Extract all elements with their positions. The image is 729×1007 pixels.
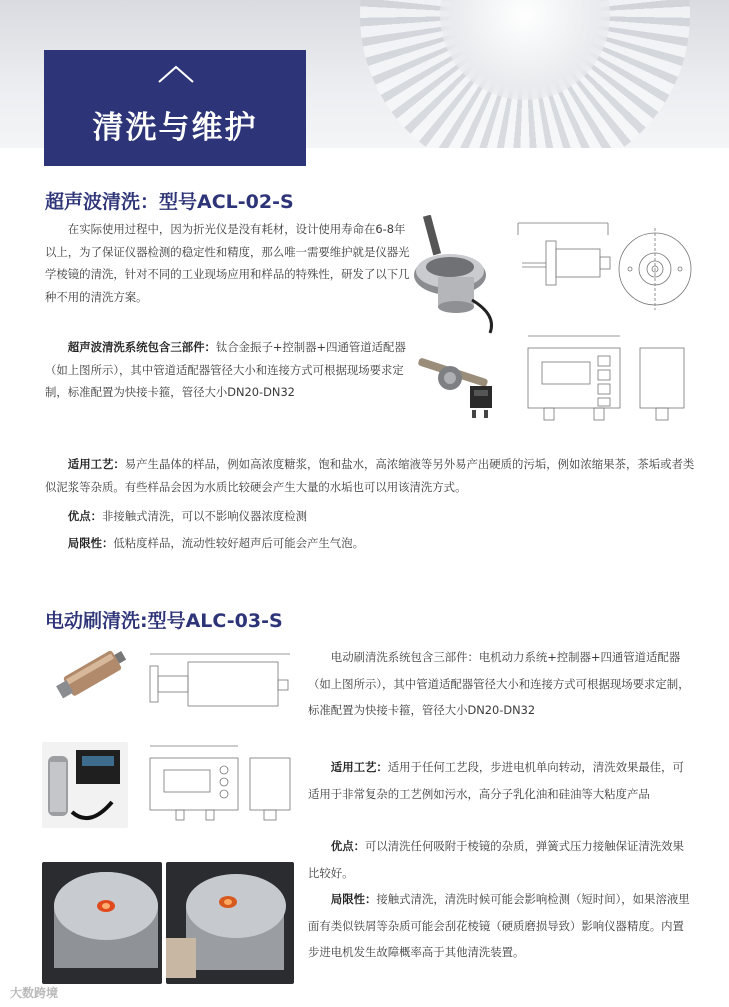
brush-system-paragraph: 电动刷清洗系统包含三部件：电机动力系统+控制器+四通管道适配器（如上图所示），其中管道适配器管径大小和连接方式可根据现场要求定制，标准配置为快接卡箍，管径大小DN20-DN32: [308, 650, 690, 717]
section-heading-brush: 电动刷清洗:型号ALC-03-S: [45, 610, 283, 632]
brush-limitation-paragraph: [308, 886, 693, 966]
ultrasonic-system-paragraph: [45, 336, 410, 404]
system-text: 钛合金振子+控制器+四通管道适配器（如上图所示），其中管道适配器管径大小和连接方式可根据现场要求定制，标准配置为快接卡箍，管径大小DN20-DN32: [45, 340, 406, 399]
system-label: 超声波清洗系统包含三部件：: [67, 340, 216, 354]
brush-process-text: 适用于任何工艺段，步进电机单向转动，清洗效果最佳，可适用于非常复杂的工艺例如污水，高分子乳化油和硅油等大粘度产品: [308, 760, 684, 801]
brush-limitation-text: 接触式清洗，清洗时候可能会影响检测（短时间），如果溶液里面有类似铁屑等杂质可能会刮花棱镜（硬质磨损导致）影响仪器精度。内置步进电机发生故障概率高于其他清洗装置。: [308, 892, 690, 959]
limitation-label: 局限性：: [67, 536, 114, 550]
section-heading-ultrasonic: 超声波清洗：型号ACL-02-S: [45, 191, 294, 213]
intro-paragraph: 在实际使用过程中，因为折光仪是没有耗材，设计使用寿命在6-8年以上，为了保证仪器检测的稳定性和精度，那么唯一需要维护就是仪器光学棱镜的清洗，针对不同的工业现场应用和样品的特殊性，研发了以下几种不用的清洗方案。: [45, 222, 410, 304]
title-box: [44, 50, 306, 166]
brush-motor-drawing: [140, 650, 300, 710]
brush-advantage-label: 优点：: [330, 839, 365, 853]
process-label: 适用工艺：: [67, 457, 125, 471]
limitation-paragraph: [45, 532, 695, 555]
brush-advantage-paragraph: [308, 833, 693, 886]
brush-process-label: 适用工艺：: [330, 760, 388, 774]
ultrasonic-controller-drawing: [508, 330, 688, 430]
brush-head-photo-1: [42, 862, 162, 984]
brush-head-photo-2: [166, 862, 294, 984]
brush-process-paragraph: [308, 754, 693, 807]
limitation-text: 低粘度样品，流动性较好超声后可能会产生气泡。: [113, 536, 364, 550]
brush-controller-drawing: [140, 740, 300, 830]
brush-controller-photo: [42, 742, 128, 828]
brush-advantage-text: 可以清洗任何吸附于棱镜的杂质，弹簧式压力接触保证清洗效果比较好。: [308, 839, 684, 880]
watermark: 大数跨境: [10, 986, 59, 1000]
process-text: 易产生晶体的样品，例如高浓度糖浆，饱和盐水，高浓缩液等另外易产出硬质的污垢，例如浓缩果茶，茶垢或者类似泥浆等杂质。有些样品会因为水质比较硬会产生大量的水垢也可以用该清洗方式。: [45, 457, 695, 494]
ultrasonic-probe-photo: [412, 215, 512, 335]
chevron-up-icon: [157, 64, 195, 84]
advantage-paragraph: [45, 505, 695, 528]
advantage-label: 优点：: [67, 509, 102, 523]
ultrasonic-probe-front-view: [614, 228, 696, 310]
ultrasonic-controller-photo: [412, 352, 512, 432]
advantage-text: 非接触式清洗，可以不影响仪器浓度检测: [101, 509, 308, 523]
brush-limitation-label: 局限性：: [330, 892, 377, 906]
page-title: 清洗与维护: [92, 110, 258, 146]
brush-motor-photo: [48, 642, 133, 712]
process-paragraph: [45, 453, 695, 498]
ultrasonic-probe-drawing: [508, 215, 618, 295]
